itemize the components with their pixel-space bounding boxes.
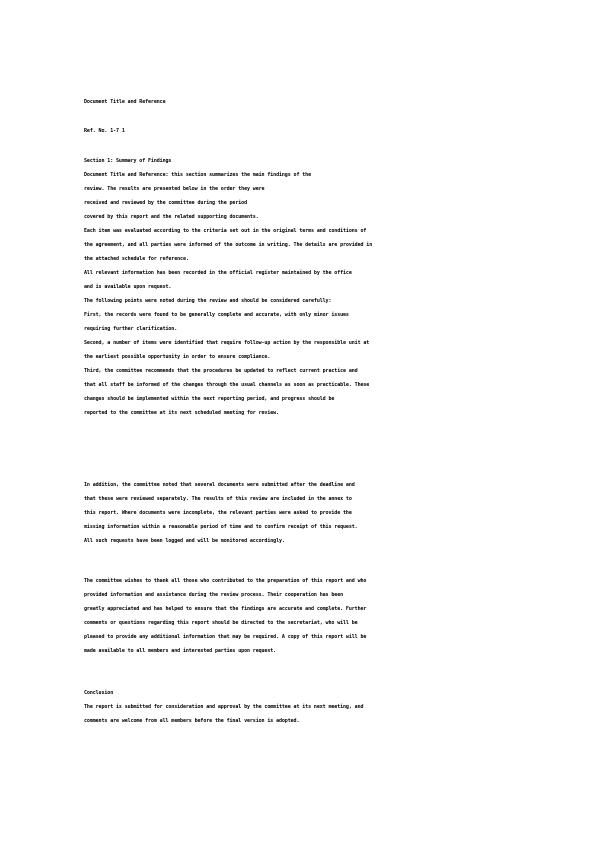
text-line: that these were reviewed separately. The results of this review are included in the annex to [84,496,352,502]
text-line: the attached schedule for reference. [84,256,189,262]
text-line: this report. Where documents were incomplete, the relevant parties were asked to provide the [84,510,352,516]
text-line: that all staff be informed of the changes through the usual channels as soon as practicable. These [84,382,370,388]
section-heading: Section 1: Summary of Findings [84,158,172,164]
reference-number: Ref. No. 1-7 1 [84,128,125,134]
text-line: provided information and assistance during the review process. Their cooperation has been [84,592,344,598]
text-line: Second, a number of items were identified that require follow-up action by the responsible unit at [84,340,370,346]
text-line: and is available upon request. [84,284,172,290]
text-line: The committee wishes to thank all those who contributed to the preparation of this report and who [84,578,367,584]
text-line: missing information within a reasonable period of time and to confirm receipt of this request. [84,524,358,530]
paragraph-1 [84,168,514,420]
text-line: pleased to provide any additional information that may be required. A copy of this report will be [84,634,367,640]
text-line: comments are welcome from all members before the final version is adopted. [84,718,300,724]
text-line: All relevant information has been recorded in the official register maintained by the office [84,270,352,276]
text-line: Third, the committee recommends that the procedures be updated to reflect current practice and [84,368,358,374]
closing-section [84,686,514,728]
text-line: requiring further clarification. [84,326,178,332]
text-line: the earliest possible opportunity in order to ensure compliance. [84,354,271,360]
text-line: comments or questions regarding this report should be directed to the secretariat, who will be [84,620,358,626]
text-line: All such requests have been logged and will be monitored accordingly. [84,538,285,544]
section-1 [84,154,514,420]
text-line: covered by this report and the related supporting documents. [84,214,259,220]
text-line: review. The results are presented below in the order they were [84,186,265,192]
text-line: made available to all members and interested parties upon request. [84,648,277,654]
paragraph-2 [84,478,514,548]
text-line: The following points were noted during the review and should be considered carefully: [84,298,332,304]
text-line: The report is submitted for consideration and approval by the committee at its next meeting, and [84,704,364,710]
closing-heading: Conclusion [84,690,114,696]
document-header [84,95,514,109]
text-line: changes should be implemented within the next reporting period, and progress should be [84,396,335,402]
text-line: reported to the committee at its next scheduled meeting for review. [84,410,279,416]
text-line: received and reviewed by the committee during the period [84,200,247,206]
document-reference [84,124,514,138]
text-line: Each item was evaluated according to the criteria set out in the original terms and conditions of [84,228,367,234]
text-line: In addition, the committee noted that several documents were submitted after the deadline and [84,482,355,488]
text-line: greatly appreciated and has helped to ensure that the findings are accurate and complete. Further [84,606,367,612]
paragraph-3 [84,574,514,658]
text-line: the agreement, and all parties were informed of the outcome in writing. The details are provided in [84,242,373,248]
header-title: Document Title and Reference [84,99,166,105]
text-line: First, the records were found to be generally complete and accurate, with only minor issues [84,312,349,318]
text-line: Document Title and Reference: this section summarizes the main findings of the [84,172,312,178]
